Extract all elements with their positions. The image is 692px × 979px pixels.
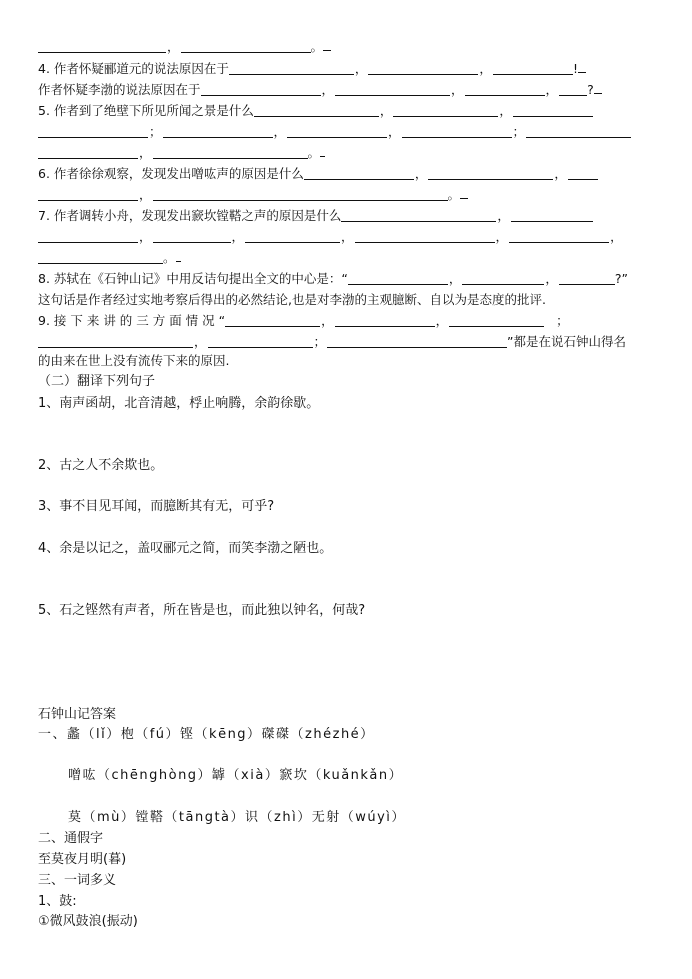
- question-8: 8. 苏轼在《石钟山记》中用反诘句提出全文的中心是：“ ， ， ?”: [38, 271, 629, 286]
- question-5-line-2: ； ， ， ；: [38, 124, 631, 140]
- question-6-line-2: ， 。: [38, 187, 468, 203]
- question-5: 5. 作者到了绝壁下所见所闻之景是什么 ， ，: [38, 103, 593, 119]
- blank[interactable]: [38, 145, 138, 159]
- translate-item-3: 3、事不目见耳闻，而臆断其有无，可乎?: [38, 499, 275, 514]
- blank[interactable]: [462, 271, 544, 285]
- translate-item-5: 5、石之铿然有声者，所在皆是也，而此独以钟名，何哉?: [38, 603, 366, 618]
- blank[interactable]: [335, 313, 435, 327]
- blank[interactable]: [38, 124, 148, 138]
- blank[interactable]: [287, 124, 387, 138]
- question-5-line-3: ， 。: [38, 145, 325, 161]
- blank[interactable]: [449, 313, 544, 327]
- blank[interactable]: [153, 145, 308, 159]
- answer-section-1-line-3: 莫（mù）镗鞳（tāngtà）识（zhì）无射（wúyì）: [68, 810, 406, 825]
- question-7: 7. 作者调转小舟，发现发出窾坎镗鞳之声的原因是什么 ，: [38, 208, 593, 224]
- question-4b: 作者怀疑李渤的说法原因在于 ， ， ， ?: [38, 82, 602, 98]
- question-8-comment: 这句话是作者经过实地考察后得出的必然结论,也是对李渤的主观臆断、自以为是态度的批评.: [38, 292, 546, 307]
- question-9-line-3: 的由来在世上没有流传下来的原因.: [38, 353, 230, 368]
- question-9: 9. 接 下 来 讲 的 三 方 面 情 况 “ ， ， ；: [38, 313, 569, 328]
- blank[interactable]: [201, 82, 321, 96]
- answer-section-3: 三、一词多义: [38, 873, 117, 888]
- blank[interactable]: [327, 334, 507, 348]
- blank[interactable]: [181, 39, 311, 53]
- blank[interactable]: [38, 250, 163, 264]
- answer-section-1: 一、蠡（lǐ）枹（fú）铿（kēng）磔磔（zhézhé）: [38, 727, 375, 742]
- blank[interactable]: [153, 187, 448, 201]
- blank[interactable]: [38, 334, 193, 348]
- answer-section-1-line-2: 噌吰（chēnghòng）罅（xià）窾坎（kuǎnkǎn）: [68, 768, 404, 783]
- blank[interactable]: [254, 103, 379, 117]
- blank[interactable]: [38, 39, 166, 53]
- blank[interactable]: [568, 166, 598, 180]
- blank[interactable]: [38, 187, 138, 201]
- blank[interactable]: [355, 229, 495, 243]
- blank[interactable]: [368, 61, 478, 75]
- blank[interactable]: [509, 229, 609, 243]
- blank[interactable]: [493, 61, 573, 75]
- question-7-line-2: ， ， ， ， ，: [38, 229, 624, 245]
- blank[interactable]: [163, 124, 273, 138]
- answer-title: 石钟山记答案: [38, 707, 117, 722]
- blank[interactable]: [304, 166, 414, 180]
- blank[interactable]: [225, 313, 320, 327]
- question-4: 4. 作者怀疑郦道元的说法原因在于 ， ， !: [38, 61, 586, 77]
- blank[interactable]: [393, 103, 498, 117]
- blank[interactable]: [208, 334, 313, 348]
- blank[interactable]: [526, 124, 631, 138]
- answer-section-2: 二、通假字: [38, 831, 104, 846]
- blank[interactable]: [513, 103, 593, 117]
- blank[interactable]: [402, 124, 512, 138]
- answer-section-3-item: 1、鼓:: [38, 894, 77, 909]
- blank[interactable]: [38, 229, 138, 243]
- answer-line-1: ， 。: [38, 39, 331, 55]
- blank[interactable]: [511, 208, 593, 222]
- blank[interactable]: [245, 229, 340, 243]
- translate-item-4: 4、余是以记之，盖叹郦元之简，而笑李渤之陋也。: [38, 541, 333, 556]
- blank[interactable]: [348, 271, 448, 285]
- blank[interactable]: [465, 82, 545, 96]
- blank[interactable]: [428, 166, 553, 180]
- blank[interactable]: [229, 61, 354, 75]
- blank[interactable]: [341, 208, 496, 222]
- answer-section-3-sub: ①微风鼓浪(振动): [38, 914, 138, 929]
- translate-item-2: 2、古之人不余欺也。: [38, 458, 164, 473]
- question-9-line-2: ， ； ”都是在说石钟山得名: [38, 334, 626, 350]
- section-translate-heading: （二）翻译下列句子: [38, 374, 156, 389]
- blank[interactable]: [559, 82, 587, 96]
- answer-section-2-item: 至莫夜月明(暮): [38, 852, 127, 867]
- blank[interactable]: [559, 271, 615, 285]
- blank[interactable]: [335, 82, 450, 96]
- translate-item-1: 1、南声函胡，北音清越，桴止响腾，余韵徐歇。: [38, 396, 320, 411]
- question-6: 6. 作者徐徐观察，发现发出噌吰声的原因是什么 ， ，: [38, 166, 598, 182]
- question-7-line-3: 。: [38, 250, 181, 266]
- blank[interactable]: [153, 229, 231, 243]
